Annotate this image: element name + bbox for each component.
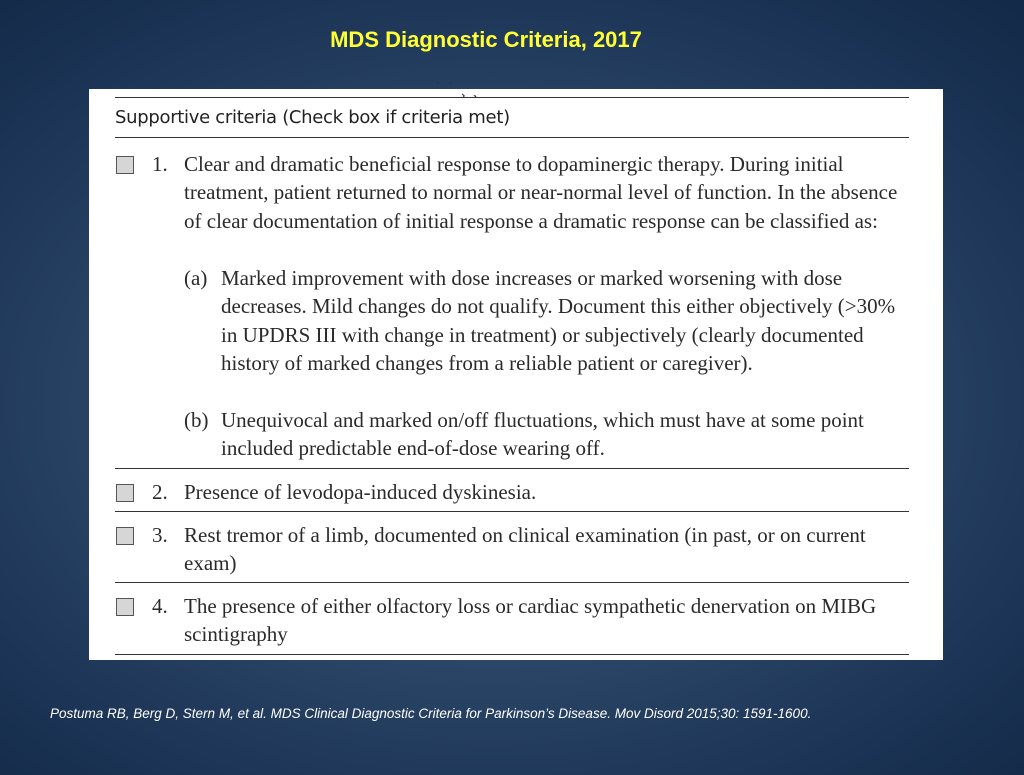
section-header: Supportive criteria (Check box if criteria met) [115, 107, 510, 128]
sub-item-label: (a) [184, 266, 208, 290]
table-rule [115, 511, 909, 512]
table-rule [115, 654, 909, 655]
item-number: 2. [152, 480, 168, 504]
criteria-table-image [89, 78, 943, 660]
checkbox-1[interactable] [116, 156, 134, 174]
item-text: Clear and dramatic beneficial response to dopaminergic therapy. During initial treatment, patient returned to normal or near-normal level of function. In the absence of clear documentation of initial response a dramatic response can be classified as: [184, 152, 898, 233]
table-rule [115, 137, 909, 138]
item-number: 4. [152, 594, 168, 618]
citation: Postuma RB, Berg D, Stern M, et al. MDS Clinical Diagnostic Criteria for Parkinson’s Disease. Mov Disord 2015;30: 1591-1600. [50, 706, 812, 721]
criteria-table [115, 78, 909, 660]
sub-item-text: Marked improvement with dose increases or marked worsening with dose decreases. Mild changes do not qualify. Document this either objectively (>30% in UPDRS III with change in treatment) or subjectively (clearly documented history of marked changes from a reliable patient or caregiver). [221, 266, 896, 376]
item-text: Presence of levodopa-induced dyskinesia. [184, 480, 537, 504]
item-number: 3. [152, 523, 168, 547]
table-rule [115, 582, 909, 583]
checkbox-3[interactable] [116, 527, 134, 545]
cropped-text-fragment: ˙ ˙ ¸ ˏ [435, 78, 480, 98]
item-text: The presence of either olfactory loss or cardiac sympathetic denervation on MIBG scintigraphy [184, 594, 877, 647]
slide-title: MDS Diagnostic Criteria, 2017 [330, 27, 642, 52]
table-rule [115, 468, 909, 469]
sub-item-text: Unequivocal and marked on/off fluctuations, which must have at some point included predictable end-of-dose wearing off. [221, 408, 864, 461]
sub-item-label: (b) [184, 408, 209, 432]
item-text: Rest tremor of a limb, documented on clinical examination (in past, or on current exam) [184, 523, 866, 576]
checkbox-4[interactable] [116, 598, 134, 616]
item-number: 1. [152, 152, 168, 176]
checkbox-2[interactable] [116, 484, 134, 502]
table-rule [115, 97, 909, 98]
